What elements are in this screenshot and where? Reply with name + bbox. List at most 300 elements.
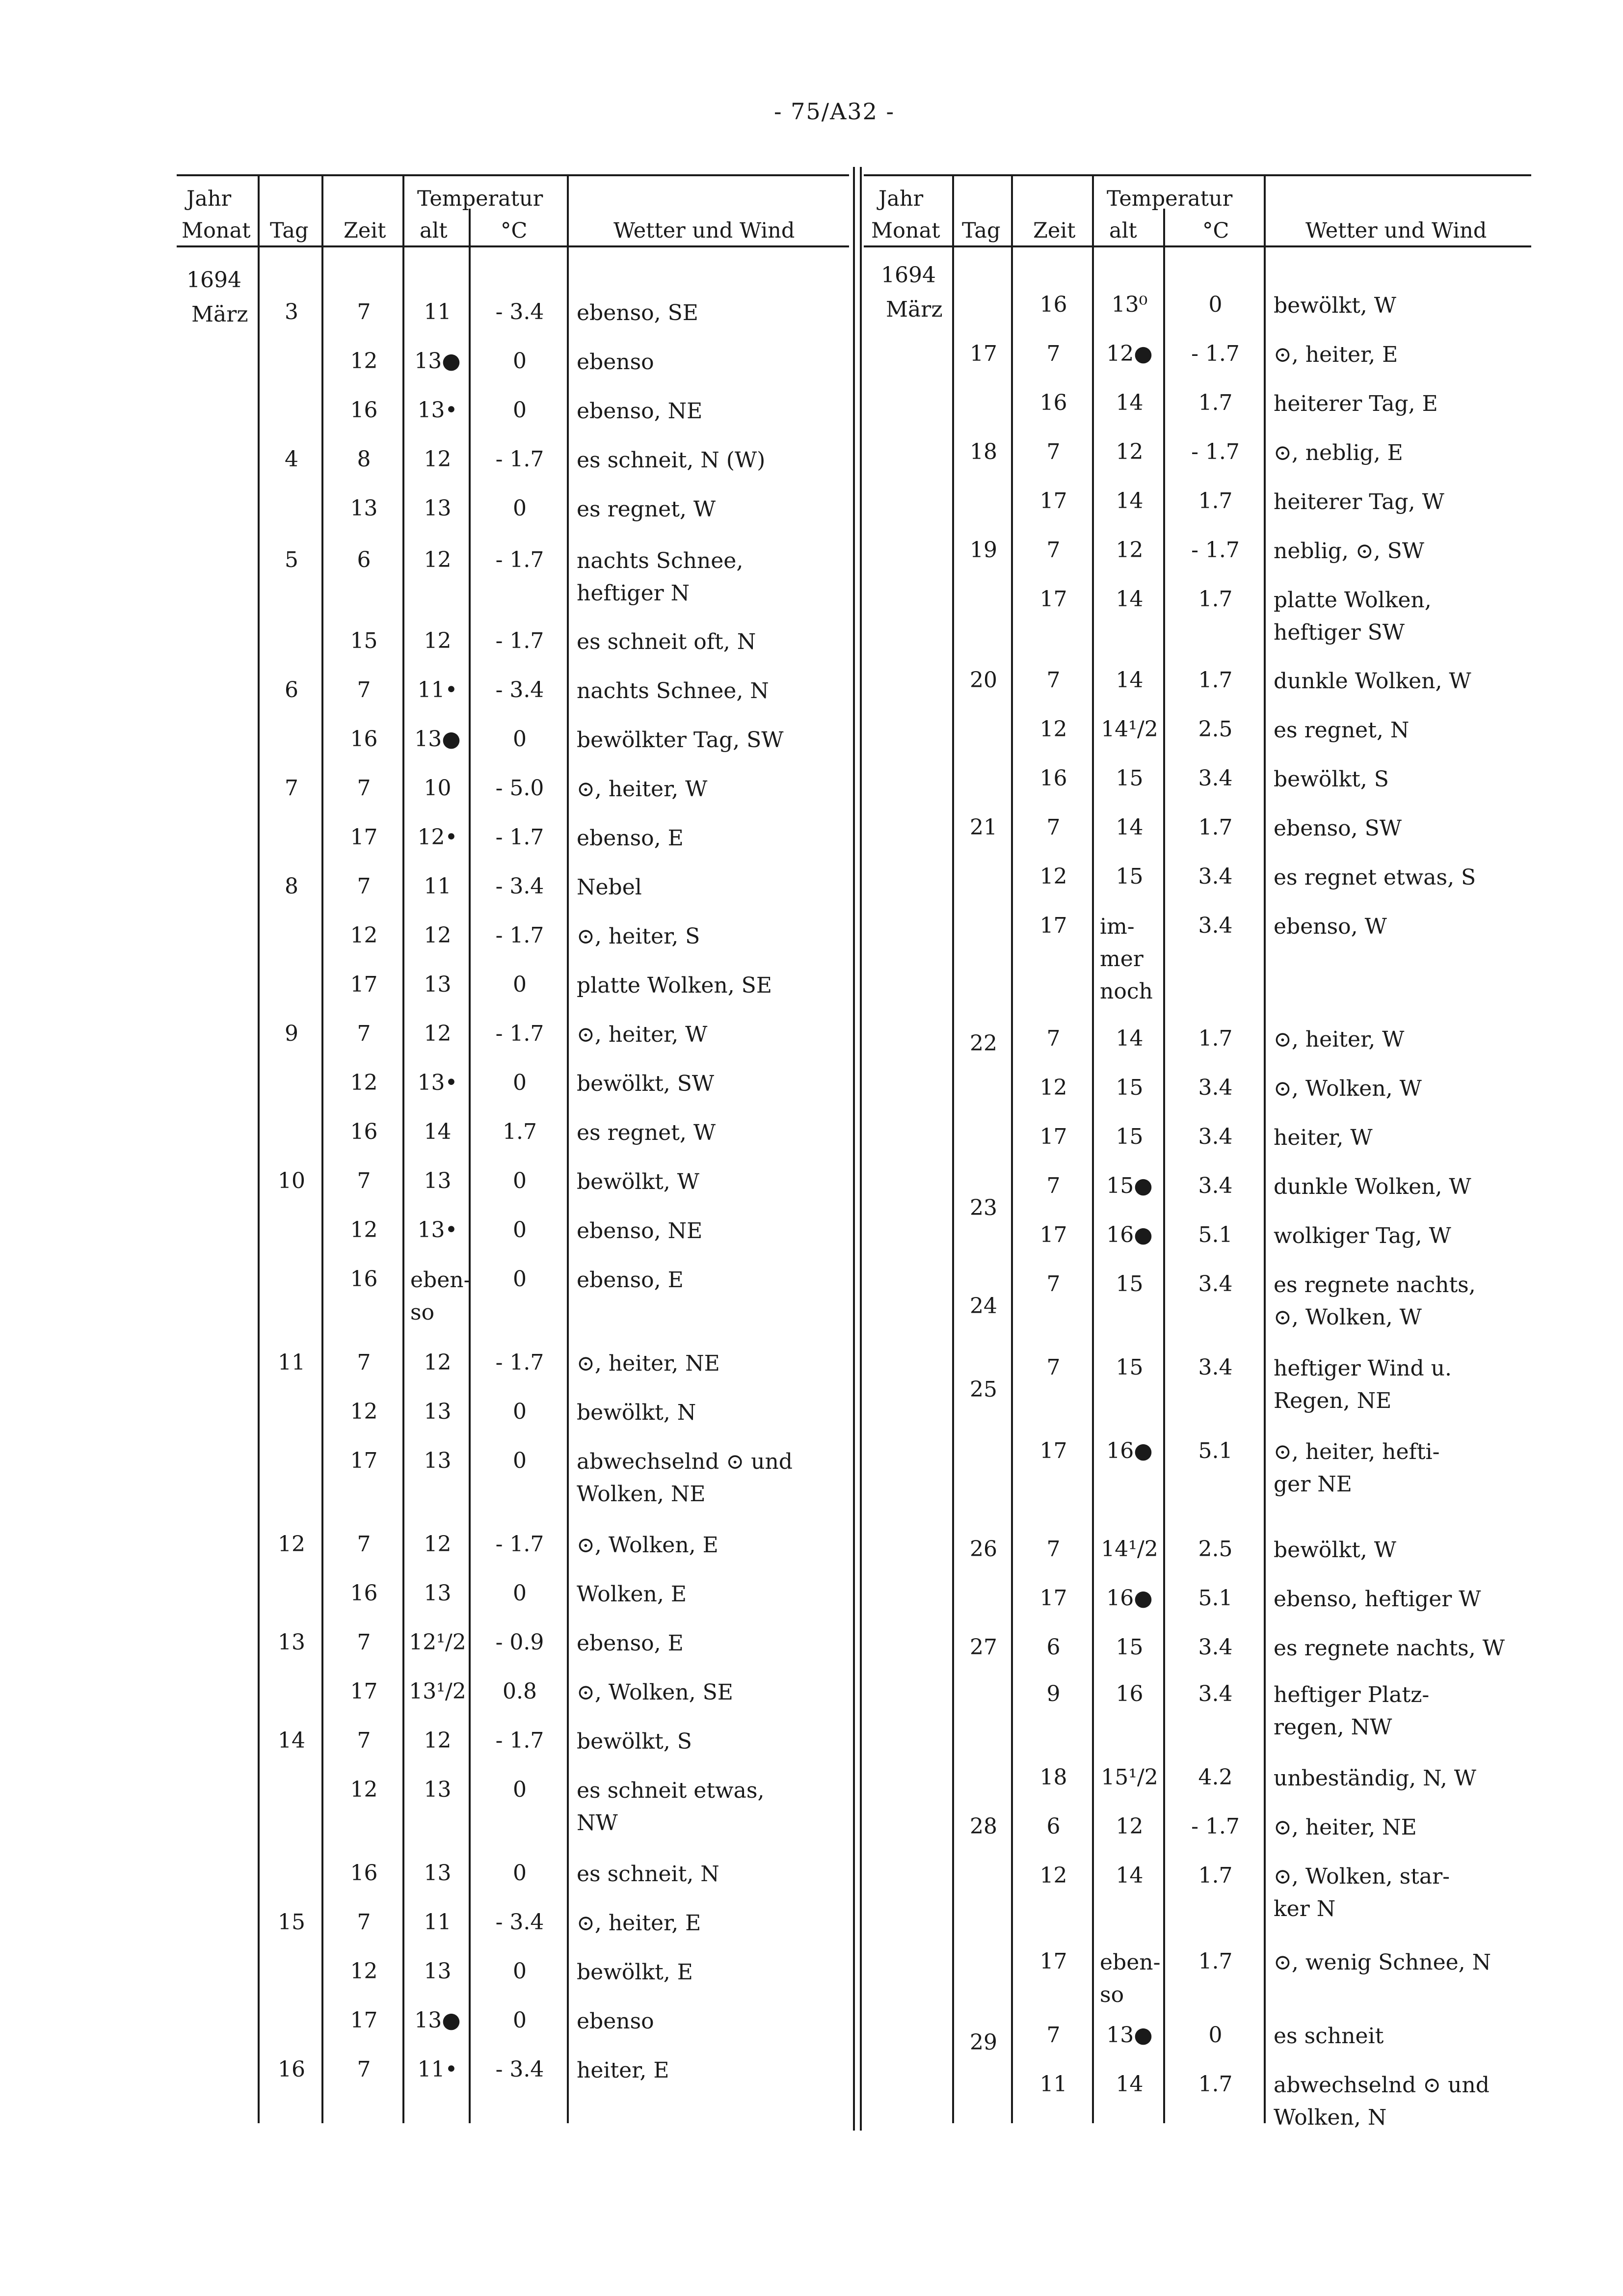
row-wetter-cell: bewölkt, S <box>577 1729 692 1754</box>
row-wetter-cell: heiterer Tag, W <box>1274 489 1444 514</box>
row-wetter-cell: es schneit etwas, NW <box>577 1778 765 1836</box>
row-c-cell: - 1.7 <box>495 447 544 472</box>
row-wetter-cell: ebenso, E <box>577 1631 684 1656</box>
row-zeit-cell: 12 <box>350 1959 378 1984</box>
row-c-cell: 3.4 <box>1198 1635 1233 1660</box>
row-zeit-cell: 7 <box>1046 815 1061 840</box>
row-zeit-cell: 16 <box>350 1581 378 1606</box>
row-tag-cell: 4 <box>285 447 298 472</box>
row-alt-cell: 13● <box>414 349 461 374</box>
month-label: März <box>191 302 248 327</box>
row-alt-cell: 11• <box>417 2057 458 2082</box>
row-c-cell: 3.4 <box>1198 1124 1233 1149</box>
row-alt-cell: eben- so <box>410 1268 471 1325</box>
row-zeit-cell: 16 <box>1039 766 1067 791</box>
row-c-cell: 3.4 <box>1198 766 1233 791</box>
row-wetter-cell: unbeständig, N, W <box>1274 1766 1476 1791</box>
row-tag-cell: 17 <box>970 341 997 366</box>
row-alt-cell: 14 <box>424 1119 452 1144</box>
row-alt-cell: 15 <box>1116 766 1144 791</box>
row-tag-cell: 28 <box>970 1814 997 1839</box>
row-c-cell: - 3.4 <box>495 2057 544 2082</box>
row-alt-cell: 13● <box>414 727 461 752</box>
header-celsius: °C <box>1202 218 1229 243</box>
row-wetter-cell: bewölkter Tag, SW <box>577 728 784 753</box>
year-label: 1694 <box>881 263 936 288</box>
row-c-cell: - 1.7 <box>1191 1814 1240 1839</box>
row-zeit-cell: 17 <box>1039 1586 1067 1611</box>
row-wetter-cell: heftiger Wind u. Regen, NE <box>1274 1356 1452 1413</box>
row-c-cell: 5.1 <box>1198 1438 1233 1463</box>
row-c-cell: 0 <box>513 1448 527 1473</box>
row-wetter-cell: platte Wolken, SE <box>577 973 772 998</box>
row-c-cell: - 1.7 <box>495 923 544 948</box>
row-zeit-cell: 16 <box>1039 292 1067 317</box>
row-wetter-cell: ⊙, heiter, NE <box>1274 1815 1417 1840</box>
row-zeit-cell: 7 <box>1046 1537 1061 1562</box>
row-zeit-cell: 7 <box>1046 538 1061 563</box>
row-c-cell: - 1.7 <box>495 1532 544 1557</box>
row-alt-cell: 14¹/2 <box>1101 1537 1158 1562</box>
row-alt-cell: 16● <box>1106 1586 1153 1611</box>
row-c-cell: 1.7 <box>1198 668 1233 693</box>
row-c-cell: 0 <box>513 1959 527 1984</box>
row-alt-cell: 15 <box>1116 1124 1144 1149</box>
row-alt-cell: 14 <box>1116 668 1144 693</box>
row-wetter-cell: ⊙, heiter, W <box>1274 1027 1405 1052</box>
row-c-cell: - 1.7 <box>495 547 544 572</box>
row-c-cell: 0 <box>513 398 527 423</box>
row-wetter-cell: ⊙, heiter, NE <box>577 1351 720 1376</box>
header-celsius: °C <box>501 218 528 243</box>
row-c-cell: 2.5 <box>1198 717 1233 742</box>
row-wetter-cell: abwechselnd ⊙ und Wolken, NE <box>577 1449 793 1507</box>
row-c-cell: 1.7 <box>1198 815 1233 840</box>
row-alt-cell: 12¹/2 <box>409 1630 466 1655</box>
row-alt-cell: 12 <box>1116 1814 1144 1839</box>
row-c-cell: 0.8 <box>503 1679 537 1704</box>
row-c-cell: 0 <box>513 1070 527 1095</box>
row-tag-cell: 20 <box>970 668 997 693</box>
left-table <box>177 174 849 2123</box>
row-wetter-cell: nachts Schnee, N <box>577 678 769 703</box>
row-zeit-cell: 12 <box>350 1070 378 1095</box>
row-c-cell: 0 <box>513 496 527 521</box>
row-zeit-cell: 7 <box>357 2057 371 2082</box>
row-c-cell: 1.7 <box>1198 488 1233 513</box>
row-alt-cell: im- mer noch <box>1100 914 1153 1004</box>
row-alt-cell: 13● <box>414 2008 461 2033</box>
row-alt-cell: 12• <box>417 825 458 850</box>
row-alt-cell: 13¹/2 <box>409 1679 466 1704</box>
row-wetter-cell: ebenso <box>577 350 654 375</box>
row-wetter-cell: es schneit, N (W) <box>577 448 766 473</box>
row-zeit-cell: 18 <box>1039 1765 1067 1790</box>
row-wetter-cell: es schneit oft, N <box>577 629 756 654</box>
row-wetter-cell: ⊙, Wolken, star- ker N <box>1274 1864 1450 1921</box>
row-c-cell: - 1.7 <box>495 1728 544 1753</box>
month-label: März <box>886 297 943 322</box>
row-alt-cell: 12● <box>1106 341 1153 366</box>
row-wetter-cell: ⊙, heiter, W <box>577 1022 708 1047</box>
row-wetter-cell: platte Wolken, heftiger SW <box>1274 588 1432 645</box>
row-zeit-cell: 7 <box>1046 341 1061 366</box>
row-wetter-cell: ebenso, heftiger W <box>1274 1587 1481 1612</box>
row-alt-cell: 15¹/2 <box>1101 1765 1158 1790</box>
row-c-cell: 0 <box>513 1399 527 1424</box>
header-wetter: Wetter und Wind <box>1305 218 1487 243</box>
row-alt-cell: 12 <box>424 1021 452 1046</box>
row-zeit-cell: 17 <box>1039 488 1067 513</box>
row-zeit-cell: 12 <box>350 1217 378 1243</box>
row-wetter-cell: es regnet, W <box>577 1120 716 1145</box>
row-wetter-cell: Wolken, E <box>577 1582 687 1607</box>
row-zeit-cell: 17 <box>350 1448 378 1473</box>
row-c-cell: 3.4 <box>1198 1075 1233 1100</box>
row-alt-cell: 15 <box>1116 1271 1144 1297</box>
row-tag-cell: 15 <box>278 1910 305 1935</box>
row-zeit-cell: 7 <box>357 677 371 702</box>
row-c-cell: 0 <box>513 1217 527 1243</box>
row-alt-cell: 15● <box>1106 1173 1153 1198</box>
row-wetter-cell: ⊙, Wolken, E <box>577 1533 718 1558</box>
right-table <box>864 174 1531 2130</box>
row-wetter-cell: ebenso, NE <box>577 1218 703 1243</box>
row-alt-cell: 12 <box>424 1532 452 1557</box>
row-tag-cell: 26 <box>970 1537 997 1562</box>
row-alt-cell: 13 <box>424 1399 452 1424</box>
row-c-cell: 1.7 <box>1198 2072 1233 2097</box>
row-wetter-cell: bewölkt, W <box>577 1169 699 1194</box>
row-wetter-cell: ebenso <box>577 2009 654 2034</box>
row-c-cell: 3.4 <box>1198 1355 1233 1380</box>
row-wetter-cell: ⊙, heiter, E <box>1274 342 1398 367</box>
row-c-cell: - 1.7 <box>1191 439 1240 464</box>
row-tag-cell: 25 <box>970 1377 997 1402</box>
row-c-cell: - 1.7 <box>495 1021 544 1046</box>
row-zeit-cell: 12 <box>350 1399 378 1424</box>
row-tag-cell: 6 <box>285 677 298 702</box>
year-label: 1694 <box>186 268 241 293</box>
row-alt-cell: 16 <box>1116 1681 1144 1706</box>
row-alt-cell: 13• <box>417 398 458 423</box>
row-zeit-cell: 12 <box>1039 864 1067 889</box>
row-wetter-cell: bewölkt, W <box>1274 1538 1396 1563</box>
row-alt-cell: 15 <box>1116 864 1144 889</box>
row-alt-cell: 15 <box>1116 1355 1144 1380</box>
row-tag-cell: 8 <box>285 874 298 899</box>
row-zeit-cell: 7 <box>357 299 371 324</box>
row-tag-cell: 11 <box>278 1350 305 1375</box>
header-temperatur: Temperatur <box>1107 187 1233 211</box>
row-alt-cell: 14 <box>1116 390 1144 415</box>
row-wetter-cell: ebenso, W <box>1274 914 1387 939</box>
row-wetter-cell: es regnete nachts, W <box>1274 1636 1505 1661</box>
row-zeit-cell: 12 <box>1039 1075 1067 1100</box>
row-wetter-cell: ⊙, neblig, E <box>1274 440 1403 465</box>
row-wetter-cell: ⊙, heiter, E <box>577 1911 701 1936</box>
row-wetter-cell: ⊙, Wolken, SE <box>577 1680 733 1705</box>
row-c-cell: - 1.7 <box>495 825 544 850</box>
row-alt-cell: 11 <box>424 874 452 899</box>
row-tag-cell: 23 <box>970 1195 997 1220</box>
row-zeit-cell: 8 <box>357 447 371 472</box>
header-bottom-border <box>177 245 849 247</box>
row-c-cell: 3.4 <box>1198 1271 1233 1297</box>
row-wetter-cell: es regnete nachts, ⊙, Wolken, W <box>1274 1272 1476 1330</box>
row-wetter-cell: abwechselnd ⊙ und Wolken, N <box>1274 2073 1490 2130</box>
table-top-border <box>177 174 849 176</box>
page-number: - 75/A32 - <box>773 98 895 125</box>
row-zeit-cell: 7 <box>357 1630 371 1655</box>
row-zeit-cell: 12 <box>350 923 378 948</box>
row-zeit-cell: 7 <box>1046 1173 1061 1198</box>
row-alt-cell: 14¹/2 <box>1101 717 1158 742</box>
row-zeit-cell: 17 <box>350 1679 378 1704</box>
row-wetter-cell: ⊙, wenig Schnee, N <box>1274 1950 1491 1975</box>
row-wetter-cell: es schneit, N <box>577 1862 719 1887</box>
row-wetter-cell: ebenso, SW <box>1274 816 1402 841</box>
row-zeit-cell: 17 <box>1039 1222 1067 1247</box>
row-c-cell: 0 <box>513 1861 527 1886</box>
row-zeit-cell: 16 <box>1039 390 1067 415</box>
row-alt-cell: 16● <box>1106 1222 1153 1247</box>
row-c-cell: 5.1 <box>1198 1222 1233 1247</box>
row-wetter-cell: ⊙, heiter, W <box>577 777 708 802</box>
row-alt-cell: 13 <box>424 1168 452 1193</box>
row-zeit-cell: 16 <box>350 1861 378 1886</box>
row-wetter-cell: ebenso, NE <box>577 399 703 424</box>
row-alt-cell: 13 <box>424 1777 452 1802</box>
row-alt-cell: 12 <box>424 447 452 472</box>
header-temperatur: Temperatur <box>417 187 543 211</box>
row-alt-cell: 14 <box>1116 488 1144 513</box>
row-wetter-cell: bewölkt, S <box>1274 767 1389 792</box>
row-alt-cell: 14 <box>1116 1863 1144 1888</box>
row-c-cell: 3.4 <box>1198 1173 1233 1198</box>
row-alt-cell: 13 <box>424 972 452 997</box>
row-alt-cell: 10 <box>424 776 452 801</box>
row-alt-cell: 12 <box>1116 538 1144 563</box>
row-c-cell: 5.1 <box>1198 1586 1233 1611</box>
row-tag-cell: 22 <box>970 1031 997 1056</box>
row-wetter-cell: heftiger Platz- regen, NW <box>1274 1682 1430 1740</box>
row-zeit-cell: 7 <box>357 1728 371 1753</box>
row-c-cell: 0 <box>513 1581 527 1606</box>
row-tag-cell: 5 <box>285 547 298 572</box>
row-zeit-cell: 11 <box>1039 2072 1067 2097</box>
row-wetter-cell: ⊙, heiter, hefti- ger NE <box>1274 1439 1440 1497</box>
row-alt-cell: 12 <box>1116 439 1144 464</box>
row-zeit-cell: 7 <box>357 874 371 899</box>
row-wetter-cell: heiter, E <box>577 2058 669 2083</box>
row-zeit-cell: 7 <box>1046 1026 1061 1051</box>
row-c-cell: 3.4 <box>1198 1681 1233 1706</box>
row-alt-cell: 16● <box>1106 1438 1153 1463</box>
row-wetter-cell: wolkiger Tag, W <box>1274 1223 1451 1248</box>
header-alt: alt <box>420 218 448 243</box>
row-alt-cell: 11 <box>424 299 452 324</box>
row-alt-cell: 15 <box>1116 1635 1144 1660</box>
row-c-cell: - 3.4 <box>495 1910 544 1935</box>
row-zeit-cell: 7 <box>357 1021 371 1046</box>
row-alt-cell: 13 <box>424 1861 452 1886</box>
row-zeit-cell: 12 <box>350 349 378 374</box>
row-tag-cell: 10 <box>278 1168 305 1193</box>
row-zeit-cell: 17 <box>1039 1949 1067 1974</box>
row-wetter-cell: bewölkt, N <box>577 1400 696 1425</box>
row-c-cell: - 5.0 <box>495 776 544 801</box>
row-tag-cell: 19 <box>970 538 997 563</box>
row-c-cell: 1.7 <box>1198 1026 1233 1051</box>
header-tag: Tag <box>962 218 1001 243</box>
row-zeit-cell: 7 <box>1046 1271 1061 1297</box>
row-zeit-cell: 7 <box>357 1910 371 1935</box>
row-wetter-cell: ebenso, E <box>577 1268 684 1293</box>
header-alt: alt <box>1109 218 1137 243</box>
row-alt-cell: 14 <box>1116 1026 1144 1051</box>
row-alt-cell: 14 <box>1116 815 1144 840</box>
row-wetter-cell: ebenso, E <box>577 826 684 851</box>
row-wetter-cell: bewölkt, SW <box>577 1071 715 1096</box>
row-zeit-cell: 6 <box>1046 1635 1061 1660</box>
row-c-cell: 0 <box>513 972 527 997</box>
row-alt-cell: 13⁰ <box>1111 292 1148 317</box>
row-zeit-cell: 7 <box>357 1350 371 1375</box>
row-alt-cell: 13 <box>424 1581 452 1606</box>
row-zeit-cell: 6 <box>1046 1814 1061 1839</box>
row-wetter-cell: neblig, ⊙, SW <box>1274 539 1425 564</box>
row-zeit-cell: 13 <box>350 496 378 521</box>
row-tag-cell: 29 <box>970 2030 997 2055</box>
row-c-cell: - 1.7 <box>495 1350 544 1375</box>
row-wetter-cell: es regnet, W <box>577 497 716 522</box>
row-zeit-cell: 12 <box>350 1777 378 1802</box>
row-tag-cell: 12 <box>278 1532 305 1557</box>
row-alt-cell: eben- so <box>1100 1950 1161 2007</box>
row-tag-cell: 24 <box>970 1294 997 1319</box>
row-zeit-cell: 16 <box>350 398 378 423</box>
row-c-cell: - 1.7 <box>495 628 544 653</box>
row-wetter-cell: ebenso, SE <box>577 300 698 325</box>
row-zeit-cell: 7 <box>1046 668 1061 693</box>
row-c-cell: 2.5 <box>1198 1537 1233 1562</box>
row-tag-cell: 13 <box>278 1630 305 1655</box>
row-alt-cell: 14 <box>1116 2072 1144 2097</box>
row-zeit-cell: 6 <box>357 547 371 572</box>
row-zeit-cell: 17 <box>1039 1438 1067 1463</box>
row-tag-cell: 9 <box>285 1021 298 1046</box>
row-c-cell: - 0.9 <box>495 1630 544 1655</box>
row-c-cell: 1.7 <box>1198 1863 1233 1888</box>
row-c-cell: 0 <box>513 1777 527 1802</box>
row-c-cell: - 1.7 <box>1191 341 1240 366</box>
row-alt-cell: 15 <box>1116 1075 1144 1100</box>
row-zeit-cell: 16 <box>350 727 378 752</box>
row-alt-cell: 13• <box>417 1070 458 1095</box>
row-c-cell: 3.4 <box>1198 913 1233 938</box>
header-tag: Tag <box>270 218 309 243</box>
row-alt-cell: 12 <box>424 1350 452 1375</box>
table-divider <box>853 167 862 2131</box>
row-c-cell: 0 <box>513 2008 527 2033</box>
header-wetter: Wetter und Wind <box>613 218 795 243</box>
row-alt-cell: 11 <box>424 1910 452 1935</box>
row-c-cell: 1.7 <box>1198 1949 1233 1974</box>
row-alt-cell: 12 <box>424 628 452 653</box>
row-wetter-cell: heiter, W <box>1274 1125 1373 1150</box>
header-jahr: Jahr <box>878 187 924 211</box>
row-c-cell: 0 <box>1208 292 1223 317</box>
header-monat: Monat <box>182 218 251 243</box>
row-c-cell: 1.7 <box>503 1119 537 1144</box>
row-c-cell: 0 <box>513 1267 527 1292</box>
row-c-cell: - 3.4 <box>495 677 544 702</box>
row-zeit-cell: 17 <box>1039 587 1067 612</box>
row-tag-cell: 14 <box>278 1728 305 1753</box>
row-c-cell: - 3.4 <box>495 299 544 324</box>
header-zeit: Zeit <box>1033 218 1076 243</box>
row-alt-cell: 12 <box>424 547 452 572</box>
row-wetter-cell: bewölkt, E <box>577 1960 693 1985</box>
row-tag-cell: 18 <box>970 439 997 464</box>
row-zeit-cell: 7 <box>357 1168 371 1193</box>
row-wetter-cell: ⊙, heiter, S <box>577 924 700 949</box>
row-wetter-cell: ⊙, Wolken, W <box>1274 1076 1422 1101</box>
row-tag-cell: 21 <box>970 815 997 840</box>
row-tag-cell: 7 <box>285 776 298 801</box>
row-zeit-cell: 17 <box>1039 1124 1067 1149</box>
row-c-cell: 1.7 <box>1198 390 1233 415</box>
row-c-cell: 0 <box>513 727 527 752</box>
row-zeit-cell: 12 <box>1039 1863 1067 1888</box>
header-bottom-border <box>864 245 1531 247</box>
row-alt-cell: 13 <box>424 1448 452 1473</box>
row-c-cell: 0 <box>513 349 527 374</box>
row-c-cell: 3.4 <box>1198 864 1233 889</box>
row-tag-cell: 27 <box>970 1635 997 1660</box>
row-c-cell: 0 <box>513 1168 527 1193</box>
row-tag-cell: 16 <box>278 2057 305 2082</box>
row-alt-cell: 14 <box>1116 587 1144 612</box>
row-zeit-cell: 15 <box>350 628 378 653</box>
row-zeit-cell: 16 <box>350 1267 378 1292</box>
row-wetter-cell: Nebel <box>577 875 642 900</box>
row-alt-cell: 13● <box>1106 2023 1153 2048</box>
row-c-cell: 1.7 <box>1198 587 1233 612</box>
row-wetter-cell: es schneit <box>1274 2024 1384 2049</box>
header-zeit: Zeit <box>344 218 386 243</box>
row-zeit-cell: 12 <box>1039 717 1067 742</box>
row-wetter-cell: heiterer Tag, E <box>1274 391 1438 416</box>
row-wetter-cell: dunkle Wolken, W <box>1274 1174 1471 1199</box>
row-c-cell: - 1.7 <box>1191 538 1240 563</box>
row-zeit-cell: 17 <box>350 972 378 997</box>
row-c-cell: - 3.4 <box>495 874 544 899</box>
row-alt-cell: 13 <box>424 496 452 521</box>
header-jahr: Jahr <box>186 187 232 211</box>
row-zeit-cell: 17 <box>1039 913 1067 938</box>
row-alt-cell: 12 <box>424 923 452 948</box>
row-alt-cell: 11• <box>417 677 458 702</box>
row-zeit-cell: 16 <box>350 1119 378 1144</box>
row-zeit-cell: 17 <box>350 2008 378 2033</box>
row-wetter-cell: es regnet, N <box>1274 718 1410 743</box>
row-alt-cell: 13 <box>424 1959 452 1984</box>
row-zeit-cell: 9 <box>1046 1681 1061 1706</box>
row-zeit-cell: 7 <box>1046 439 1061 464</box>
row-wetter-cell: nachts Schnee, heftiger N <box>577 548 744 606</box>
